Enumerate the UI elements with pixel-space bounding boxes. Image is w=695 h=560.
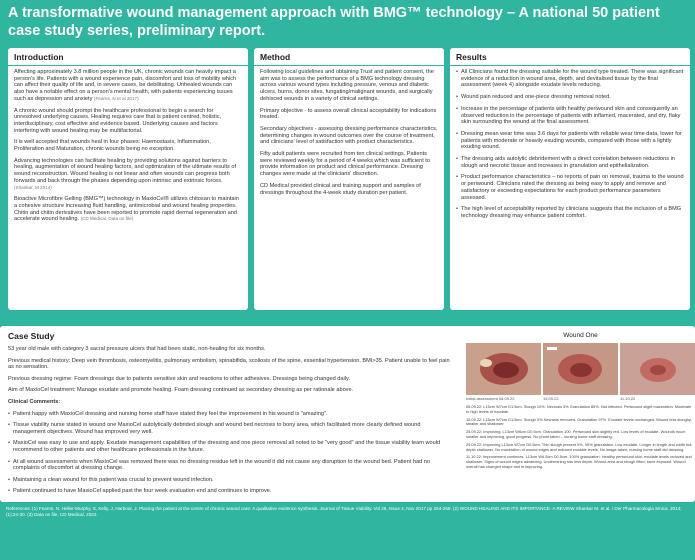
results-item: • Wound pain reduced and one-piece dressing removal noted. xyxy=(456,94,684,101)
intro-paragraph-3: It is well accepted that wounds heal in four phases: Haemostasis, Inflammation, Proliferation and Maturation, chronic wounds being no exception. xyxy=(14,139,211,153)
case-line-3: Previous dressing regime: Foam dressings due to patients sensitive skin and reactions to other adhesives. Dressings being changed daily. xyxy=(8,375,350,382)
photo-caption: 15.09.22 xyxy=(543,396,559,401)
method-heading: Method xyxy=(254,48,444,66)
clinical-comments-list xyxy=(8,411,454,495)
wound-note: 08.09.22: L15cm W7cm D1.5cm. Slough 10%. Necrosis 5% Granulation 85%. Not infected. Periwound slight maceration. Moderate to high levels of exudate. xyxy=(466,404,692,414)
intro-paragraph-5: Bioactive Microfibre Gelling (BMG™) technology in MaxioCel® utilizes chitosan to maintain a cohesive structure increasing fluid handling, antimicrobial and wound healing properties. Chitin and chitin derivatives have been reported to promote rapid dermal regeneration and accelerate wound healing. (CD Medical, Data on file) xyxy=(14,196,239,223)
clinical-comment: • Maintaining a clean wound for this patient was crucial to prevent wound infection. xyxy=(8,477,454,484)
case-line-4: Aim of MaxioCel treatment: Manage exudate and promote healing. Foam dressing continued as secondary dressing as per rationale above. xyxy=(8,387,354,394)
wound-one-title: Wound One xyxy=(563,332,598,339)
intro-paragraph-2: A chronic wound should prompt the healthcare professional to begin a search for unresolved underlying causes. Healing requires care that is patient centred, holistic, interdisciplinary, cost effective and evidence based. Underlying causes and factors interfering with wound healing may be multifactorial. xyxy=(14,107,222,134)
introduction-panel xyxy=(8,48,248,310)
wound-note: 11.10.22: Improvement continues. L13cm W6.5cm D0.5cm. 100% granulation. Healthy periwound skin, exudate levels reduced and shallower. Signs of wound edges advancing. Undermining has less depth. Wound area and slough lifted; bone exposed. Wound overall has changed shape and is improving. xyxy=(466,454,692,469)
results-list xyxy=(456,69,684,220)
wound-photo-final xyxy=(620,343,695,395)
wound-photo-week1 xyxy=(543,343,618,395)
wound-assessment-notes xyxy=(466,405,695,470)
results-item: • Dressing mean wear time was 3.6 days for patients with reliable wear time data, lower for patients with moderate or heavily exuding wounds, compared with those with a lightly exuding wound. xyxy=(456,131,684,151)
case-study-heading: Case Study xyxy=(8,331,55,341)
results-item: • The high level of acceptability reported by clinicians suggests that the inclusion of a BMG technology dressing may enhance patient comfort. xyxy=(456,206,684,219)
clinical-comment: • Tissue viability nurse stated in wound one MaxioCel autolytically debrided slough and wound bed necrosis to bony area, which facilitated more clearly defined wound management objectives. Wound has improved very well. xyxy=(8,422,454,435)
results-heading: Results xyxy=(450,48,690,66)
method-paragraph-4: Fifty adult patients were recruited from ten clinical settings. Patients were reviewed weekly for a period of 4 weeks which was sufficient to provide information on product and clinical performance. Dressing changes were made at the clinicians' discretion. xyxy=(260,151,430,178)
results-panel xyxy=(450,48,690,310)
wound-note: 25.09.22: Improving. L13cm W6cm D0.5cm. Granulation 100. Periwound skin slightly red. Low levels of exudate. Wounds much smaller and improving, good progress. No photo taken – nursing home staff dressing. xyxy=(466,429,686,439)
wound-one-section xyxy=(466,332,695,502)
clinical-comment: • At all wound assessments when MaxioCel was removed there was no dressing residue left in the wound it did not cause any disruption to the wound bed. Patient had no complaints of discomfort at dressing change. xyxy=(8,459,454,472)
results-item: • Product performance characteristics – no reports of pain on removal, trauma to the wound or periwound. Clinicians rated the dressing as being easy to apply and remove and satisfactory or exceeding expectations for each product performance parameters assessed. xyxy=(456,174,684,201)
photo-caption: 11.10.22 xyxy=(620,396,636,401)
intro-paragraph-1: Affecting approximately 3.8 million people in the UK, chronic wounds can heavily impact a person's life. Patients with a wound experience pain, discomfort and loss of mobility which can affect their quality of life and, in severe cases, be debilitating. Unhealed wounds can also have a notable effect on a person's mental health, with patients experiencing issues such as depression and anxiety (Fearns, N et al 2017) xyxy=(14,69,237,102)
intro-cite-2: (Shankar, M 2014) xyxy=(14,184,52,190)
poster-title: A transformative wound management approach with BMG™ technology – A national 50 patient case study series, preliminary report. xyxy=(8,5,660,39)
introduction-heading: Introduction xyxy=(8,48,248,66)
case-line-2: Previous medical history: Deep vein thrombosis, osteomyelitis, pulmonary embolism, spinabifida, scoliosis of the spine, essential hypertension. BMI>35. Patient unable to feel pain as no sensation. xyxy=(8,357,450,371)
method-panel xyxy=(254,48,444,310)
intro-cite-1: (Fearns, N et al 2017) xyxy=(93,95,139,101)
case-study-panel xyxy=(0,326,695,502)
method-paragraph-3: Secondary objectives - assessing dressing performance characteristics, determining changes in wound outcomes over the course of treatment, and clinicians' level of satisfaction with product characteristics. xyxy=(260,125,438,146)
results-item: • All Clinicians found the dressing suitable for the wound type treated. There was significant evidence of a reduction in wound area, depth, and devitalised tissue by the final assessment (week 4) alongside exudate levels reducing. xyxy=(456,69,684,89)
clinical-comments-heading: Clinical Comments: xyxy=(8,398,61,405)
clinical-comment: • Patient continued to have MaxioCel applied past the four week evaluation end and continues to improve. xyxy=(8,488,454,495)
case-line-1: 53 year old male with category 3 sacral pressure ulcers that had been static, non-healing for six months. xyxy=(8,346,266,352)
method-paragraph-1: Following local guidelines and obtaining Trust and patient consent, the aim was to assess the performance of a BMG technology dressing across various wound types including pressure, venous and diabetic ulcers, burns, donor sites, fungating/malignant wounds, and surgically dehisced wounds in a variety of clinical settings. xyxy=(260,69,434,102)
wound-photo-row xyxy=(466,343,695,395)
intro-cite-3: (CD Medical, Data on file) xyxy=(80,216,134,222)
results-item: • The dressing aids autolytic debridement with a direct correlation between reductions in slough and necrotic tissue and increases in granulation and epithelialization. xyxy=(456,156,684,169)
method-paragraph-5: CD Medical provided clinical and training support and samples of dressings throughout the 4-week study duration per patient. xyxy=(260,182,421,196)
clinical-comment: • Patient happy with MaxioCel dressing and nursing home staff have stated they feel the improvement in his wound is "amazing". xyxy=(8,411,454,418)
photo-caption: Initial assessment 08.09.22 xyxy=(466,396,515,401)
references: References: (1) Fearns, N, Heller-Murphy, S, Kelly, J, Harbour, J. Placing the patient at the centre of chronic wound care: A qualitative evidence synthesis. Journal of Tissue Viability. Vol 26, Issue 4, Nov 2017 pp 254-259. (2) WOUND HEALING AND ITS IMPORTANCE- A REVIEW Shankar M. et al. / Der Pharmacologia Sinica. 2014;(1):24-30. (3) Data on file, CD Medical, 2022. xyxy=(6,506,682,517)
wound-photo-captions xyxy=(466,396,695,401)
method-paragraph-2: Primary objective - to assess overall clinical acceptability for indications treated. xyxy=(260,107,437,121)
wound-note: 15.09.22: L15cm W7cm D1.5cm. Slough 3% Necrosis removed. Granulation 97%. Exudate levels unchanged. Wound less sloughy, smaller and shallower. xyxy=(466,416,692,427)
wound-photo-initial xyxy=(466,343,541,395)
results-item: • Increase in the percentage of patients with healthy periwound skin and consequently an observed reduction in the percentage of patients with inflamed, macerated, and dry, flaky skin surrounding the wound at the final assessment. xyxy=(456,106,684,126)
wound-note: 29.09.22: Improving L13cm W7cm D0.5cm. Thin slough present 5%, 95% granulation. Low exudate. Longer in length and width but depth shallower. No maceration of wound edges and reduced exudate levels. No image taken; nursing home staff did dressing. xyxy=(466,441,692,452)
intro-paragraph-4: Advancing technologies can facilitate healing by providing solutions against barriers to healing, augmentation of wound healing factors, and optimization of the ultimate results of wound reconstruction. Wound healing is not linear and often wounds can progress both forwards and back through the phases depending upon intrinsic and extrinsic forces. (Shankar, M 2014) xyxy=(14,157,237,190)
clinical-comment: • MaxioCel was easy to use and apply. Exudate management capabilities of the dressing and one piece removal all noted to be "very good" and the tissue viability team would recommend to other patients and other healthcare professionals in the future. xyxy=(8,440,454,453)
